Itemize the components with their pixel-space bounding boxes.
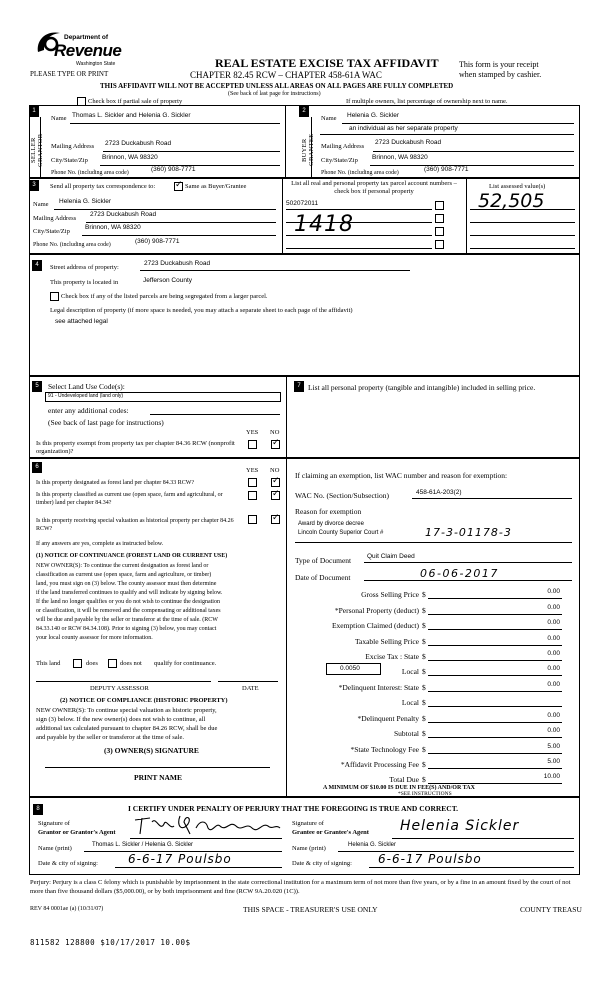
parcel-1-personal-checkbox[interactable] <box>435 201 444 210</box>
seller-city-label: City/State/Zip <box>51 157 88 164</box>
parcel-handwritten-number: 1418 <box>294 212 354 237</box>
corr-city-value: Brinnon, WA 98320 <box>85 224 141 231</box>
tax-row-label: *State Technology Fee <box>350 745 419 754</box>
seller-addr-value: 2723 Duckabush Road <box>105 140 172 147</box>
section-5-badge: 5 <box>32 381 42 392</box>
grantor-agent-label: Grantor or Grantor's Agent <box>38 829 116 836</box>
current-use-no-checkbox[interactable] <box>271 491 280 500</box>
corr-addr-value: 2723 Duckabush Road <box>90 211 157 218</box>
form-revision: REV 84 0001ae (a) (10/31/07) <box>30 906 104 912</box>
buyer-name-label: Name <box>321 115 337 122</box>
land-use-value: 91 - Undeveloped land (land only) <box>48 393 124 399</box>
section-1-badge: 1 <box>29 106 39 117</box>
grantor-date-label: Date & city of signing: <box>38 860 98 867</box>
county-value: Jefferson County <box>143 277 193 284</box>
corr-phone-label: Phone No. (including area code) <box>33 242 111 248</box>
tax-row-label: Local <box>401 698 419 707</box>
section-4-box <box>29 254 580 376</box>
seller-city-value: Brinnon, WA 98320 <box>102 154 158 161</box>
buyer-city-label: City/State/Zip <box>321 157 358 164</box>
tax-row-label: Local <box>401 667 419 676</box>
see-instructions-note: *SEE INSTRUCTIONS <box>398 791 452 797</box>
logo-word: Revenue <box>54 41 122 60</box>
land-use-see-back: (See back of last page for instructions) <box>48 418 164 427</box>
exempt-yes-checkbox[interactable] <box>248 440 257 449</box>
segregated-checkbox[interactable] <box>50 292 59 301</box>
tax-row-label: Total Due <box>389 775 419 784</box>
buyer-name-value: Helenia G. Sickler <box>347 112 400 119</box>
same-as-buyer-label: Same as Buyer/Grantee <box>185 183 247 190</box>
reason-label: Reason for exemption <box>295 507 362 516</box>
county-treasurer-label: COUNTY TREASU <box>520 905 582 914</box>
wac-value: 458-61A-203(2) <box>416 489 462 496</box>
seller-side-label: SELLER GRANTOR <box>30 133 44 167</box>
street-label: Street address of property: <box>50 264 119 271</box>
tax-row-label: Gross Selling Price <box>361 590 419 599</box>
if-yes-note: If any answers are yes, complete as instructed below. <box>36 541 164 547</box>
grantee-name-label: Name (print) <box>292 845 326 852</box>
tax-total-value: 10.00 <box>543 773 560 780</box>
grantor-names-value: Thomas L. Sickler / Helenia G. Sickler <box>92 842 194 848</box>
corr-city-label: City/State/Zip <box>33 228 70 235</box>
treasurer-stamp: 811582 128800 $10/17/2017 10.00$ <box>30 938 191 947</box>
s6-yes-header: YES <box>246 467 259 474</box>
historic-yes-checkbox[interactable] <box>248 515 257 524</box>
legal-label: Legal description of property (if more space is needed, you may attach a separate sheet to each page of the affidavit) <box>50 307 353 314</box>
doc-type-label: Type of Document <box>295 556 352 565</box>
parcels-header: List all real and personal property tax parcel account numbers – check box if personal property <box>291 180 457 195</box>
grantor-date-value: 6-6-17 Poulsbo <box>128 852 232 866</box>
deputy-assessor-label: DEPUTY ASSESSOR <box>90 685 149 692</box>
buyer-city-value: Brinnon, WA 98320 <box>372 154 428 161</box>
tax-row-label: Exemption Claimed (deduct) <box>331 621 419 630</box>
tax-row-label: *Affidavit Processing Fee <box>340 760 419 769</box>
parcel-account-value: 502072011 <box>286 200 319 207</box>
historic-question: Is this property receiving special valuation as historical property per chapter 84.26 RCW? <box>36 518 234 532</box>
tax-row-value: 0.00 <box>547 635 560 642</box>
seller-phone-value: (360) 908-7771 <box>151 166 196 173</box>
grantor-sig-label: Signature of <box>38 820 70 827</box>
treasurer-use-label: THIS SPACE - TREASURER'S USE ONLY <box>243 905 378 914</box>
grantee-agent-label: Grantee or Grantee's Agent <box>292 829 369 836</box>
correspondence-label: Send all property tax correspondence to: <box>50 183 156 190</box>
minimum-fee-note: A MINIMUM OF $10.00 IS DUE IN FEE(S) AND/OR TAX <box>323 785 475 791</box>
parcel-4-personal-checkbox[interactable] <box>435 240 444 249</box>
land-does-label: does <box>86 660 98 667</box>
s5-yes-header: YES <box>246 429 259 436</box>
tax-row-label: Subtotal <box>393 729 419 738</box>
buyer-phone-label: Phone No. (including area code) <box>321 170 399 176</box>
tax-row-label: Excise Tax : State <box>365 652 419 661</box>
segregated-label: Check box if any of the listed parcels are being segregated from a larger parcel. <box>61 293 268 300</box>
parcel-2-personal-checkbox[interactable] <box>435 214 444 223</box>
seller-addr-label: Mailing Address <box>51 143 95 150</box>
tax-row-value: 0.00 <box>547 588 560 595</box>
section-7-badge: 7 <box>294 381 304 392</box>
grantee-name-value: Helenia G. Sickler <box>348 842 397 848</box>
grantee-signature-image: Helenia Sickler <box>400 818 520 834</box>
partial-sale-label: Check box if partial sale of property <box>88 98 183 105</box>
noc-title: (1) NOTICE OF CONTINUANCE (FOREST LAND OR CURRENT USE) <box>36 553 228 559</box>
grantor-signature-image <box>130 812 290 838</box>
grantee-date-value: 6-6-17 Poulsbo <box>378 852 482 866</box>
form-title: REAL ESTATE EXCISE TAX AFFIDAVIT <box>215 56 439 70</box>
land-does-not-checkbox[interactable] <box>108 659 117 668</box>
tax-row-label: *Delinquent Penalty <box>357 714 419 723</box>
historic-no-checkbox[interactable] <box>271 515 280 524</box>
grantee-sig-label: Signature of <box>292 820 324 827</box>
assessed-header: List assessed value(s) <box>489 183 546 190</box>
land-does-checkbox[interactable] <box>73 659 82 668</box>
noc2-title: (2) NOTICE OF COMPLIANCE (HISTORIC PROPERTY) <box>60 697 228 704</box>
wac-label: WAC No. (Section/Subsection) <box>295 491 389 500</box>
current-use-yes-checkbox[interactable] <box>248 491 257 500</box>
court-number-handwritten: 17-3-01178-3 <box>425 526 512 539</box>
exempt-question: Is this property exempt from property tax per chapter 84.36 RCW (nonprofit organization)? <box>36 440 235 455</box>
exempt-no-checkbox[interactable] <box>271 440 280 449</box>
assessor-date-label: DATE <box>242 685 259 692</box>
section-8-badge: 8 <box>33 804 43 815</box>
receipt-note: This form is your receipt <box>459 60 539 69</box>
forest-question: Is this property designated as forest land per chapter 84.33 RCW? <box>36 480 195 486</box>
this-land-label: This land <box>36 660 61 667</box>
reason-line-1: Award by divorce decree <box>298 521 364 527</box>
form-chapter: CHAPTER 82.45 RCW – CHAPTER 458-61A WAC <box>190 70 382 80</box>
tax-row-value: 0.00 <box>547 604 560 611</box>
qualify-label: qualify for continuance. <box>154 660 217 667</box>
warning-text: THIS AFFIDAVIT WILL NOT BE ACCEPTED UNLESS ALL AREAS ON ALL PAGES ARE FULLY COMPLETED <box>100 82 454 90</box>
tax-row-label: Taxable Selling Price <box>354 637 419 646</box>
grantee-date-label: Date & city of signing: <box>292 860 352 867</box>
print-name-label: PRINT NAME <box>134 773 182 782</box>
logo-state: Washington State <box>76 61 116 67</box>
additional-codes-label: enter any additional codes: <box>48 406 129 415</box>
current-use-question: Is this property classified as current use (open space, farm and agricultural, or timber) land per chapter 84.34? <box>36 492 223 506</box>
section-4-badge: 4 <box>32 260 42 271</box>
tax-row-value: 5.00 <box>547 758 560 765</box>
land-does-not-label: does not <box>120 660 142 667</box>
tax-row-value: 5.00 <box>547 743 560 750</box>
forest-no-checkbox[interactable] <box>271 478 280 487</box>
tax-row-value: 0.00 <box>547 650 560 657</box>
legal-value: see attached legal <box>55 318 108 325</box>
grantor-name-label: Name (print) <box>38 845 72 852</box>
tax-row-value: 0.00 <box>547 681 560 688</box>
see-back-text: (See back of last page for instructions) <box>228 91 321 97</box>
tax-row-label: *Delinquent Interest: State <box>338 683 419 692</box>
agency-logo <box>34 28 124 70</box>
perjury-text: Perjury: Perjury is a class C felony which is punishable by imprisonment in the state correctional institution for a maximum term of not more than five years, or by a fine in an amount fixed by the court of not more than five thousand dollars ($5,000.00), or by both imprisonment and fine (RCW 9A.20.020 (1C)). <box>30 879 571 895</box>
tax-row-value: 0.00 <box>547 619 560 626</box>
personal-property-label: List all personal property (tangible and intangible) included in selling price. <box>308 383 536 392</box>
tax-row-value: 0.00 <box>547 665 560 672</box>
same-as-buyer-checkbox[interactable] <box>174 182 183 191</box>
section-2-badge: 2 <box>299 106 309 117</box>
section-6-badge: 6 <box>32 462 42 473</box>
corr-addr-label: Mailing Address <box>33 215 77 222</box>
please-type-note: PLEASE TYPE OR PRINT <box>30 70 109 78</box>
exemption-label: If claiming an exemption, list WAC number and reason for exemption: <box>295 471 508 480</box>
doc-date-value: 06-06-2017 <box>420 567 499 580</box>
buyer-name2-value: an individual as her separate property <box>349 125 458 132</box>
s5-no-header: NO <box>270 429 280 436</box>
land-use-label: Select Land Use Code(s): <box>48 382 125 391</box>
corr-name-label: Name <box>33 201 49 208</box>
corr-name-value: Helenia G. Sickler <box>59 198 112 205</box>
seller-name-label: Name <box>51 115 67 122</box>
buyer-phone-value: (360) 908-7771 <box>424 166 469 173</box>
doc-date-label: Date of Document <box>295 573 351 582</box>
seller-phone-label: Phone No. (including area code) <box>51 170 129 176</box>
county-label: This property is located in <box>50 279 119 286</box>
tax-row-label: *Personal Property (deduct) <box>334 606 419 615</box>
logo-dept-text: Department of <box>64 34 109 41</box>
multiple-owners-note: If multiple owners, list percentage of ownership next to name. <box>346 98 508 105</box>
tax-row-value: 0.00 <box>547 727 560 734</box>
corr-phone-value: (360) 908-7771 <box>135 238 180 245</box>
s6-no-header: NO <box>270 467 280 474</box>
stamped-note: when stamped by cashier. <box>459 70 542 79</box>
certify-text: I CERTIFY UNDER PENALTY OF PERJURY THAT THE FOREGOING IS TRUE AND CORRECT. <box>128 804 459 813</box>
buyer-addr-value: 2723 Duckabush Road <box>375 139 442 146</box>
seller-name-value: Thomas L. Sickler and Helenia G. Sickler <box>72 112 191 119</box>
reason-line-2: Lincoln County Superior Court # <box>298 530 384 536</box>
buyer-side-label: BUYER GRANTEE <box>301 133 315 167</box>
buyer-addr-label: Mailing Address <box>321 143 365 150</box>
section-3-badge: 3 <box>29 180 39 191</box>
assessed-value-handwritten: 52,505 <box>478 190 545 212</box>
street-value: 2723 Duckabush Road <box>144 260 211 267</box>
forest-yes-checkbox[interactable] <box>248 478 257 487</box>
tax-row-value: 0.00 <box>547 712 560 719</box>
parcel-3-personal-checkbox[interactable] <box>435 227 444 236</box>
owner-signature-label: (3) OWNER(S) SIGNATURE <box>104 746 199 755</box>
doc-type-value: Quit Claim Deed <box>367 553 415 560</box>
local-rate-value: 0.0050 <box>340 665 360 672</box>
